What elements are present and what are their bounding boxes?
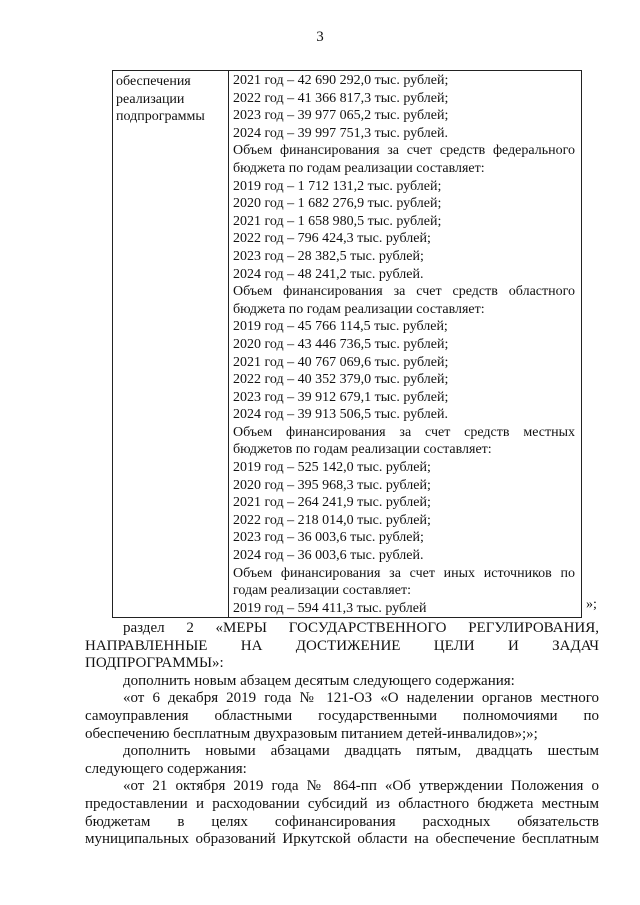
federal-line: 2023 год – 28 382,5 тыс. рублей; bbox=[233, 248, 424, 264]
quote-line: «от 21 октября 2019 года № 864-пп «Об утверждении Положения о bbox=[123, 778, 599, 795]
regional-heading: Объем финансирования за счет средств областного bbox=[233, 284, 575, 300]
federal-line: 2022 год – 796 424,3 тыс. рублей; bbox=[233, 231, 431, 247]
total-line: 2022 год – 41 366 817,3 тыс. рублей; bbox=[233, 90, 449, 106]
financing-table bbox=[112, 70, 582, 618]
federal-line: 2021 год – 1 658 980,5 тыс. рублей; bbox=[233, 213, 442, 229]
body-text bbox=[85, 620, 599, 849]
federal-line: 2024 год – 48 241,2 тыс. рублей. bbox=[233, 266, 424, 282]
left-cell-line: подпрограммы bbox=[116, 109, 205, 124]
quote-line: самоуправления областными государственными полномочиями по bbox=[85, 707, 599, 724]
regional-line: 2024 год – 39 913 506,5 тыс. рублей. bbox=[233, 407, 448, 423]
federal-heading: бюджета по годам реализации составляет: bbox=[233, 160, 485, 176]
section-title-line: ПОДПРОГРАММЫ»: bbox=[85, 655, 224, 672]
table-closing-quote: »; bbox=[586, 597, 597, 612]
regional-line: 2020 год – 43 446 736,5 тыс. рублей; bbox=[233, 336, 449, 352]
table-left-cell bbox=[113, 71, 229, 617]
local-heading: Объем финансирования за счет средств местных bbox=[233, 424, 575, 440]
quote-line: обеспечению бесплатным двухразовым питанием детей-инвалидов»;»; bbox=[85, 725, 538, 742]
regional-line: 2021 год – 40 767 069,6 тыс. рублей; bbox=[233, 354, 449, 370]
section-title-line: НАПРАВЛЕННЫЕ НА ДОСТИЖЕНИЕ ЦЕЛИ И ЗАДАЧ bbox=[85, 637, 599, 654]
local-line: 2020 год – 395 968,3 тыс. рублей; bbox=[233, 477, 431, 493]
page-number: 3 bbox=[316, 29, 324, 45]
federal-line: 2019 год – 1 712 131,2 тыс. рублей; bbox=[233, 178, 442, 194]
federal-heading: Объем финансирования за счет средств федерального bbox=[233, 143, 575, 159]
local-line: 2019 год – 525 142,0 тыс. рублей; bbox=[233, 460, 431, 476]
table-right-cell bbox=[229, 71, 581, 617]
instruction-paragraph: дополнить новыми абзацами двадцать пятым, двадцать шестым bbox=[123, 743, 599, 760]
left-cell-line: реализации bbox=[116, 91, 185, 107]
local-line: 2021 год – 264 241,9 тыс. рублей; bbox=[233, 495, 431, 511]
left-cell-line: обеспечения bbox=[116, 74, 191, 89]
federal-line: 2020 год – 1 682 276,9 тыс. рублей; bbox=[233, 196, 442, 212]
quote-line: «от 6 декабря 2019 года № 121-ОЗ «О наделении органов местного bbox=[123, 690, 599, 707]
regional-line: 2023 год – 39 912 679,1 тыс. рублей; bbox=[233, 389, 449, 405]
total-line: 2021 год – 42 690 292,0 тыс. рублей; bbox=[233, 73, 449, 88]
local-line: 2024 год – 36 003,6 тыс. рублей. bbox=[233, 548, 424, 564]
local-heading: бюджетов по годам реализации составляет: bbox=[233, 442, 492, 458]
other-heading: годам реализации составляет: bbox=[233, 583, 411, 599]
local-line: 2022 год – 218 014,0 тыс. рублей; bbox=[233, 512, 431, 528]
other-heading: Объем финансирования за счет иных источников по bbox=[233, 565, 575, 581]
regional-line: 2022 год – 40 352 379,0 тыс. рублей; bbox=[233, 372, 449, 388]
total-line: 2023 год – 39 977 065,2 тыс. рублей; bbox=[233, 108, 449, 124]
section-title-line: раздел 2 «МЕРЫ ГОСУДАРСТВЕННОГО РЕГУЛИРОВАНИЯ, bbox=[123, 620, 599, 636]
quote-line: предоставлении и расходовании субсидий из областного бюджета местным bbox=[85, 795, 599, 812]
instruction-paragraph: дополнить новым абзацем десятым следующего содержания: bbox=[123, 672, 515, 689]
regional-heading: бюджета по годам реализации составляет: bbox=[233, 301, 485, 317]
quote-line: бюджетам в целях софинансирования расходных обязательств bbox=[85, 813, 599, 830]
regional-line: 2019 год – 45 766 114,5 тыс. рублей; bbox=[233, 319, 448, 335]
local-line: 2023 год – 36 003,6 тыс. рублей; bbox=[233, 530, 424, 546]
quote-line: муниципальных образований Иркутской области на обеспечение бесплатным bbox=[85, 831, 599, 848]
other-line: 2019 год – 594 411,3 тыс. рублей bbox=[233, 600, 427, 616]
total-line: 2024 год – 39 997 751,3 тыс. рублей. bbox=[233, 125, 448, 141]
instruction-paragraph: следующего содержания: bbox=[85, 760, 247, 777]
